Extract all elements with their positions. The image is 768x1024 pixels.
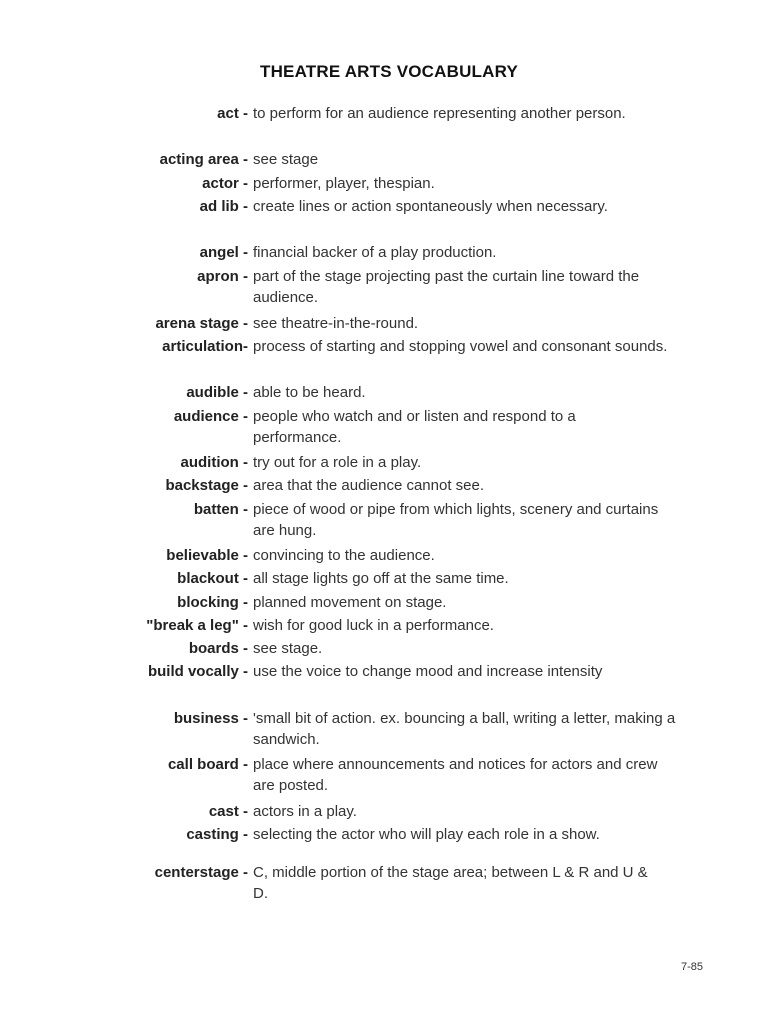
definition: C, middle portion of the stage area; between L & R and U & D. (253, 864, 648, 902)
term: apron - (197, 268, 248, 285)
term: act - (217, 105, 248, 122)
definition: selecting the actor who will play each role in a show. (253, 826, 600, 843)
term: casting - (186, 826, 248, 843)
definition: create lines or action spontaneously when necessary. (253, 198, 608, 215)
term: angel - (199, 244, 248, 261)
term: audition - (180, 454, 248, 471)
definition: area that the audience cannot see. (253, 477, 485, 494)
term: business - (173, 710, 248, 727)
definition: try out for a role in a play. (253, 454, 422, 471)
term: batten - (193, 501, 248, 518)
definition: see stage. (253, 640, 323, 657)
definition: piece of wood or pipe from which lights, scenery and curtains are hung. (253, 501, 659, 539)
definition: wish for good luck in a performance. (253, 617, 494, 634)
page-number: 7-85 (681, 961, 704, 973)
definition: performer, player, thespian. (253, 175, 435, 192)
definition: see theatre-in-the-round. (253, 315, 419, 332)
definition: to perform for an audience representing another person. (253, 105, 626, 122)
definition: part of the stage projecting past the curtain line toward the audience. (253, 268, 640, 306)
definition: able to be heard. (253, 384, 366, 401)
term: blackout - (177, 570, 248, 587)
definition: see stage (253, 151, 319, 168)
definition: 'small bit of action. ex. bouncing a ball, writing a letter, making a sandwich. (253, 710, 676, 748)
term: audible - (186, 384, 248, 401)
definition: people who watch and or listen and respond to a performance. (253, 408, 576, 446)
term: arena stage - (155, 315, 248, 332)
term: articulation- (162, 338, 248, 355)
definition: convincing to the audience. (253, 547, 435, 564)
definition: process of starting and stopping vowel and consonant sounds. (253, 338, 668, 355)
term: ad lib - (199, 198, 248, 215)
definition: place where announcements and notices for actors and crew are posted. (253, 756, 658, 794)
term: backstage - (165, 477, 248, 494)
definition: all stage lights go off at the same time. (253, 570, 509, 587)
definition: actors in a play. (253, 803, 357, 820)
term: "break a leg" - (146, 617, 248, 634)
page-title: THEATRE ARTS VOCABULARY (259, 62, 519, 81)
definition: financial backer of a play production. (253, 244, 497, 261)
term: blocking - (177, 594, 248, 611)
term: acting area - (159, 151, 248, 168)
term: centerstage - (154, 864, 248, 881)
term: audience - (173, 408, 248, 425)
term: believable - (166, 547, 248, 564)
term: cast - (208, 803, 248, 820)
term: actor - (202, 175, 248, 192)
term: call board - (167, 756, 248, 773)
definition: planned movement on stage. (253, 594, 447, 611)
definition: use the voice to change mood and increase intensity (253, 663, 603, 680)
term: build vocally - (147, 663, 248, 680)
term: boards - (188, 640, 248, 657)
